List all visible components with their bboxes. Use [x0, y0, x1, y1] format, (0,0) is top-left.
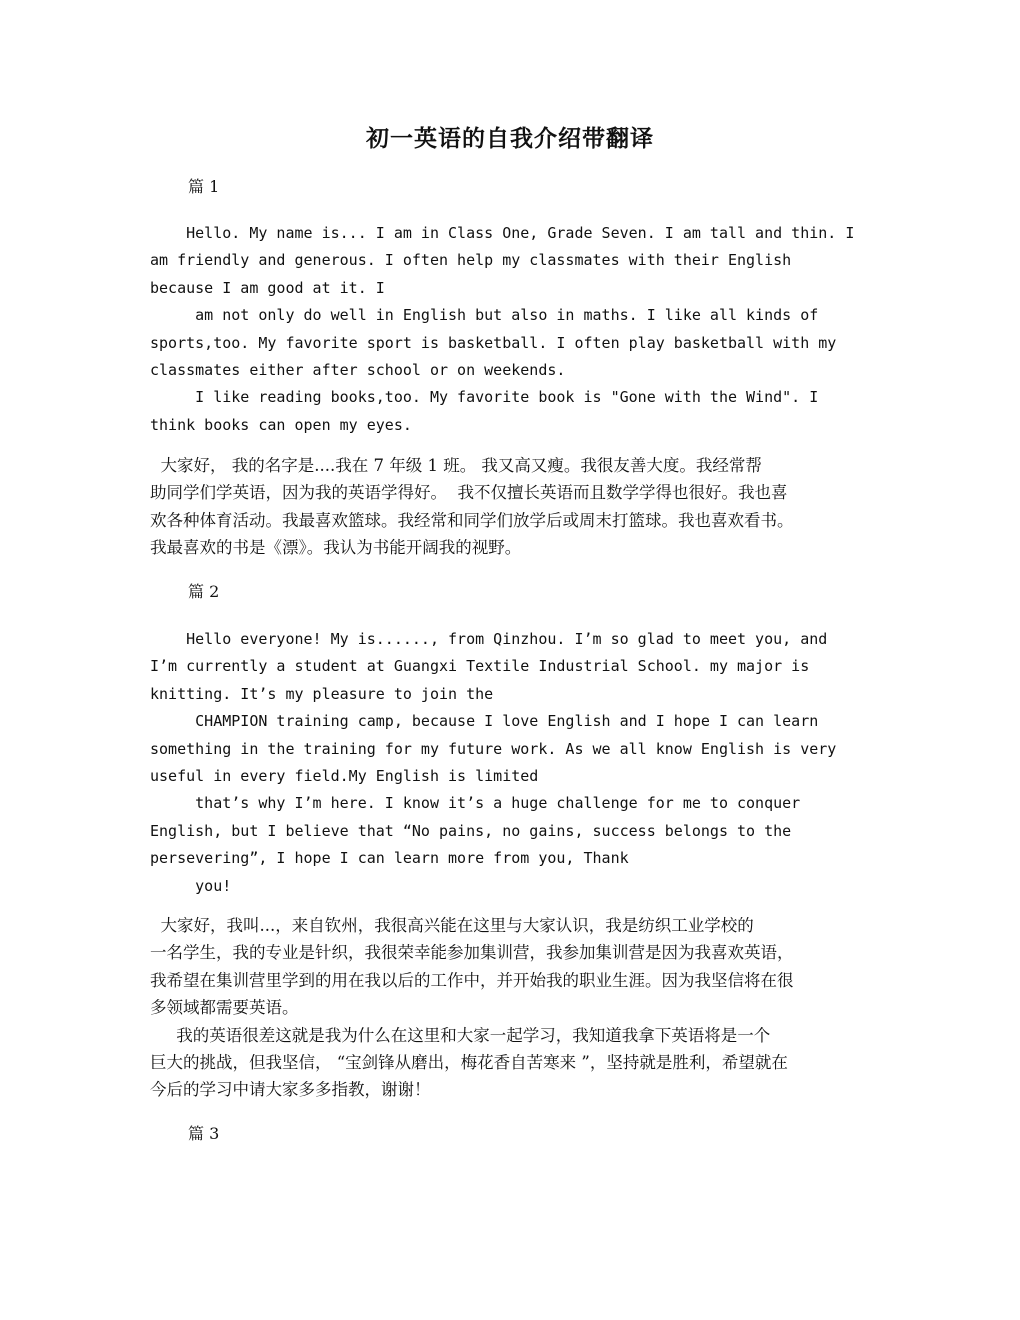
text-line: 我希望在集训营里学到的用在我以后的工作中，并开始我的职业生涯。因为我坚信将在很 — [150, 970, 794, 990]
text-line: you! — [150, 876, 232, 895]
text-line: think books can open my eyes. — [150, 415, 412, 434]
text-line: 我的英语很差这就是我为什么在这里和大家一起学习，我知道我拿下英语将是一个 — [150, 1025, 771, 1045]
text-line: because I am good at it. I — [150, 278, 385, 297]
text-line: am friendly and generous. I often help my classmates with their English — [150, 251, 792, 270]
text-line: English, but I believe that “No pains, no gains, success belongs to the — [150, 821, 792, 840]
section-1-chinese-paragraph — [150, 452, 870, 562]
text-line: Hello everyone! My is......, from Qinzhou. I’m so glad to meet you, and — [150, 630, 828, 648]
text-line: I like reading books,too. My favorite book is "Gone with the Wind". I — [150, 388, 819, 407]
section-heading-1: 篇 1 — [188, 177, 220, 196]
text-line: useful in every field.My English is limited — [150, 766, 539, 785]
text-line: am not only do well in English but also in maths. I like all kinds of — [150, 306, 819, 325]
text-line: that’s why I’m here. I know it’s a huge challenge for me to conquer — [150, 794, 801, 813]
text-line: 一名学生，我的专业是针织，我很荣幸能参加集训营，我参加集训营是因为我喜欢英语， — [150, 943, 794, 963]
document-title: 初一英语的自我介绍带翻译 — [366, 125, 654, 152]
text-line: 今后的学习中请大家多多指教，谢谢！ — [150, 1080, 431, 1100]
text-line: Hello. My name is... I am in Class One, Grade Seven. I am tall and thin. I — [150, 224, 855, 242]
text-line: persevering”, I hope I can learn more from you, Thank — [150, 849, 629, 868]
text-line: 大家好，我叫...，来自钦州，我很高兴能在这里与大家认识，我是纺织工业学校的 — [150, 916, 754, 935]
section-heading-3: 篇 3 — [188, 1124, 220, 1143]
text-line: sports,too. My favorite sport is basketball. I often play basketball with my — [150, 333, 837, 352]
text-line: 欢各种体育活动。我最喜欢篮球。我经常和同学们放学后或周末打篮球。我也喜欢看书。 — [150, 510, 794, 530]
text-line: 我最喜欢的书是《漂》。我认为书能开阔我的视野。 — [150, 538, 522, 558]
text-line: classmates either after school or on weekends. — [150, 360, 566, 379]
text-line: knitting. It’s my pleasure to join the — [150, 684, 494, 703]
text-line: 大家好， 我的名字是....我在 7 年级 1 班。 我又高又瘦。我很友善大度。我经常帮 — [150, 456, 762, 475]
text-line: 多领域都需要英语。 — [150, 998, 299, 1018]
text-line: I’m currently a student at Guangxi Textile Industrial School. my major is — [150, 657, 810, 676]
text-line: something in the training for my future work. As we all know English is very — [150, 739, 837, 758]
section-heading-2: 篇 2 — [188, 582, 220, 601]
section-2-english-paragraph — [150, 626, 870, 900]
text-line: 助同学们学英语，因为我的英语学得好。 我不仅擅长英语而且数学学得也很好。我也喜 — [150, 483, 788, 503]
text-line: 巨大的挑战，但我坚信， “宝剑锋从磨出，梅花香自苦寒来 ”，坚持就是胜利，希望就在 — [150, 1052, 788, 1072]
section-1-english-paragraph — [150, 220, 870, 439]
section-2-chinese-paragraph — [150, 912, 870, 1104]
text-line: CHAMPION training camp, because I love English and I hope I can learn — [150, 712, 819, 731]
